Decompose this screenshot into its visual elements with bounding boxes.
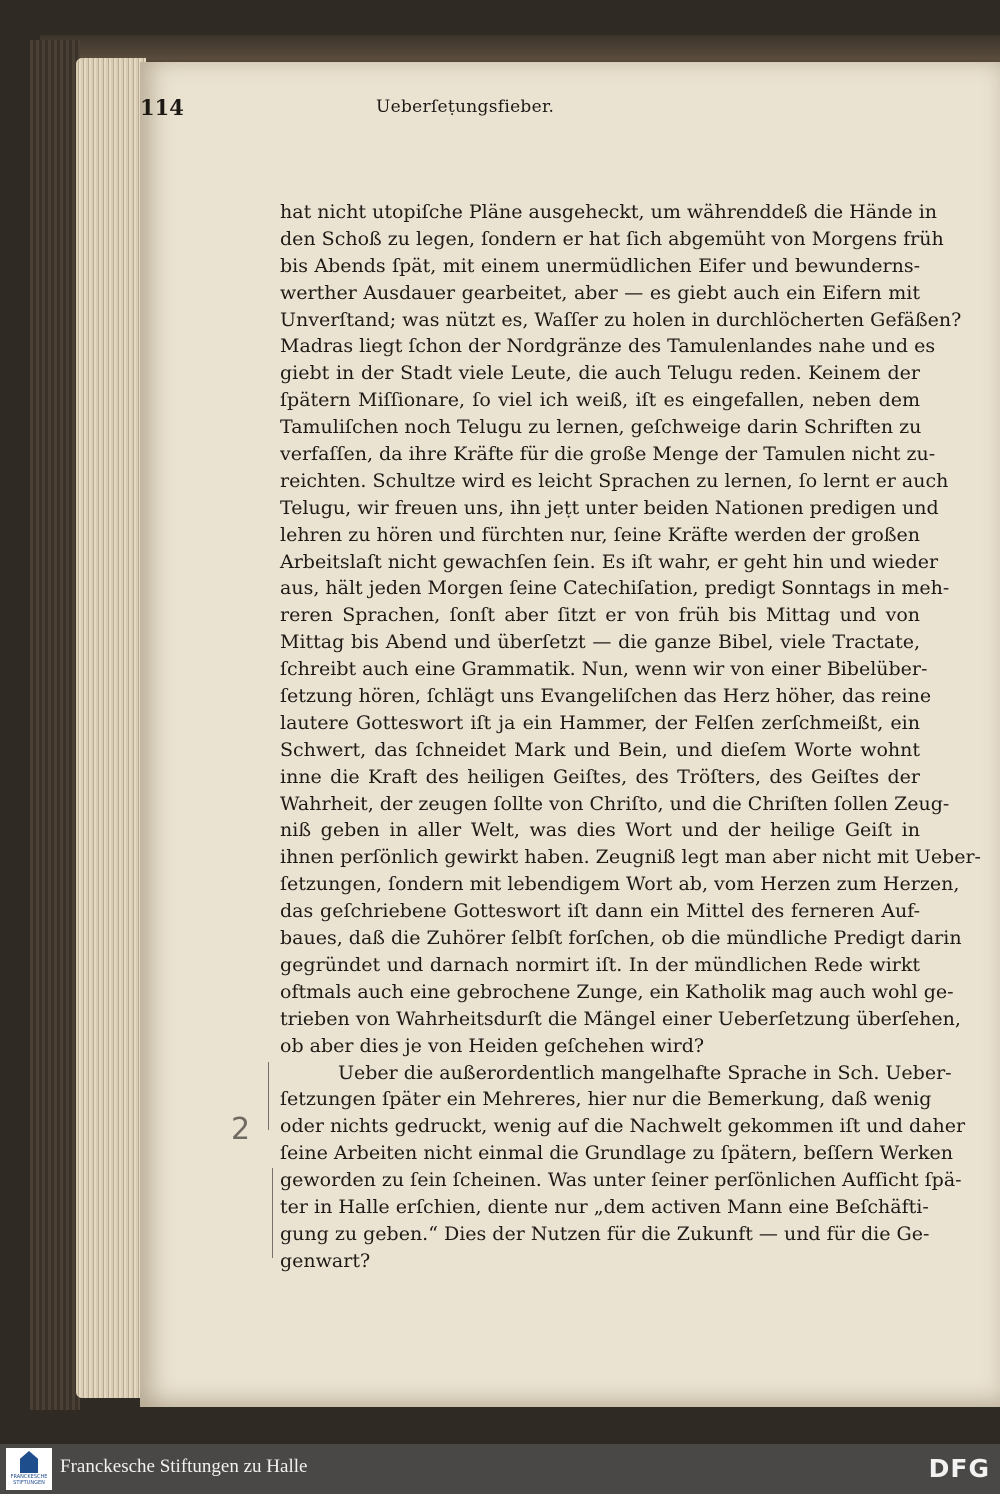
text-line: ter in Halle erſchien, diente nur „dem activen Mann eine Beſchäfti- — [280, 1195, 929, 1218]
text-line: ſeine Arbeiten nicht einmal die Grundlage zu ſpätern, beſſern Werken — [280, 1142, 953, 1165]
text-line: hat nicht utopiſche Pläne ausgeheckt, um währenddeß die Hände in — [280, 201, 938, 223]
page-edges — [76, 58, 146, 1398]
text-line: ob aber dies je von Heiden geſchehen wird? — [280, 1034, 705, 1057]
text-line: ihnen perſönlich gewirkt haben. Zeugniß legt man aber nicht mit Ueber- — [280, 846, 981, 869]
logo-lettering: FRANCKESCHE STIFTUNGEN — [10, 1474, 48, 1486]
text-line: lautere Gotteswort iſt ja ein Hammer, der Felſen zerſchmeißt, ein — [280, 711, 920, 734]
text-line: geworden zu ſein ſcheinen. Was unter ſeiner perſönlichen Aufſicht ſpä- — [280, 1169, 962, 1192]
text-line: Madras liegt ſchon der Nordgränze des Tamulenlandes nahe und es — [280, 335, 936, 358]
running-head: Ueberſeṭungsfieber. — [376, 97, 555, 117]
text-line: verfaſſen, da ihre Kräfte für die große Menge der Tamulen nicht zu- — [280, 443, 936, 466]
text-line: ſetzung hören, ſchlägt uns Evangeliſchen das Herz höher, das reine — [280, 685, 932, 708]
text-line: aus, hält jeden Morgen ſeine Catechiſation, predigt Sonntags in meh- — [280, 577, 950, 600]
text-line: Unverſtand; was nützt es, Waſſer zu holen in durchlöcherten Gefäßen? — [280, 308, 962, 331]
text-line: Schwert, das ſchneidet Mark und Bein, und dieſem Worte wohnt — [280, 738, 920, 761]
text-line: gegründet und darnach normirt iſt. In der mündlichen Rede wirkt — [280, 953, 920, 976]
institution-name: Franckesche Stiftungen zu Halle — [60, 1456, 308, 1477]
text-line: ſchreibt auch eine Grammatik. Nun, wenn wir von einer Bibelüber- — [280, 658, 928, 681]
text-line: ſetzungen, ſondern mit lebendigem Wort ab, vom Herzen zum Herzen, — [280, 873, 960, 896]
text-line: Arbeitslaſt nicht gewachſen ſein. Es iſt wahr, er geht hin und wieder — [280, 550, 939, 573]
text-line: lehren zu hören und fürchten nur, ſeine Kräfte werden der großen — [280, 523, 920, 546]
text-line: Mittag bis Abend und überſetzt — die ganze Bibel, viele Tractate, — [280, 631, 920, 654]
text-line: ſpätern Miſſionare, ſo viel ich weiß, iſt es eingefallen, neben dem — [280, 389, 920, 412]
text-line: den Schoß zu legen, ſondern er hat ſich abgemüht von Morgens früh — [280, 227, 944, 250]
viewer-footer — [0, 1444, 1000, 1494]
text-line: Wahrheit, der zeugen ſollte von Chriſto, und die Chriſten ſollen Zeug- — [280, 792, 950, 815]
text-line: niß geben in aller Welt, was dies Wort und der heilige Geiſt in — [280, 819, 920, 842]
text-line: Telugu, wir freuen uns, ihn jeṭt unter beiden Nationen predigen und — [280, 496, 939, 519]
text-line: trieben von Wahrheitsdurſt die Mängel einer Ueberſetzung überſehen, — [280, 1007, 961, 1030]
institution-logo[interactable] — [6, 1448, 52, 1490]
text-line: Ueber die außerordentlich mangelhafte Sprache in Sch. Ueber- — [338, 1061, 952, 1084]
text-line: werther Ausdauer gearbeitet, aber — es giebt auch ein Eifern mit — [280, 281, 920, 304]
pencil-margin-line — [268, 1062, 269, 1130]
text-line: oftmals auch eine gebrochene Zunge, ein Katholik mag auch wohl ge- — [280, 980, 954, 1003]
text-line: gung zu geben.“ Dies der Nutzen für die Zukunft — und für die Ge- — [280, 1222, 930, 1245]
text-line: inne die Kraft des heiligen Geiſtes, des Tröſters, des Geiſtes der — [280, 765, 920, 788]
pencil-margin-note: 2 — [231, 1112, 251, 1147]
page-header — [140, 95, 700, 125]
text-line: giebt in der Stadt viele Leute, die auch Telugu reden. Keinem der — [280, 362, 920, 385]
page-number: 114 — [140, 95, 184, 120]
text-line: bis Abends ſpät, mit einem unermüdlichen Eifer und bewunderns- — [280, 254, 920, 277]
book-spine — [30, 40, 80, 1410]
body-text — [280, 199, 981, 1275]
text-line: genwart? — [280, 1249, 371, 1272]
text-line: das geſchriebene Gotteswort iſt dann ein Mittel des ferneren Auf- — [280, 900, 920, 923]
text-line: reren Sprachen, ſonſt aber ſitzt er von früh bis Mittag und von — [280, 604, 920, 627]
building-icon — [20, 1451, 38, 1473]
text-line: ſetzungen ſpäter ein Mehreres, hier nur die Bemerkung, daß wenig — [280, 1088, 932, 1111]
text-line: oder nichts gedruckt, wenig auf die Nachwelt gekommen iſt und daher — [280, 1115, 966, 1138]
text-line: Tamuliſchen noch Telugu zu lernen, geſchweige darin Schriften zu — [280, 416, 922, 439]
dfg-logo[interactable]: DFG — [928, 1454, 990, 1483]
pencil-margin-line — [272, 1168, 273, 1258]
text-line: reichten. Schultze wird es leicht Sprachen zu lernen, ſo lernt er auch — [280, 469, 949, 492]
text-line: baues, daß die Zuhörer ſelbſt forſchen, ob die mündliche Predigt darin — [280, 927, 962, 950]
